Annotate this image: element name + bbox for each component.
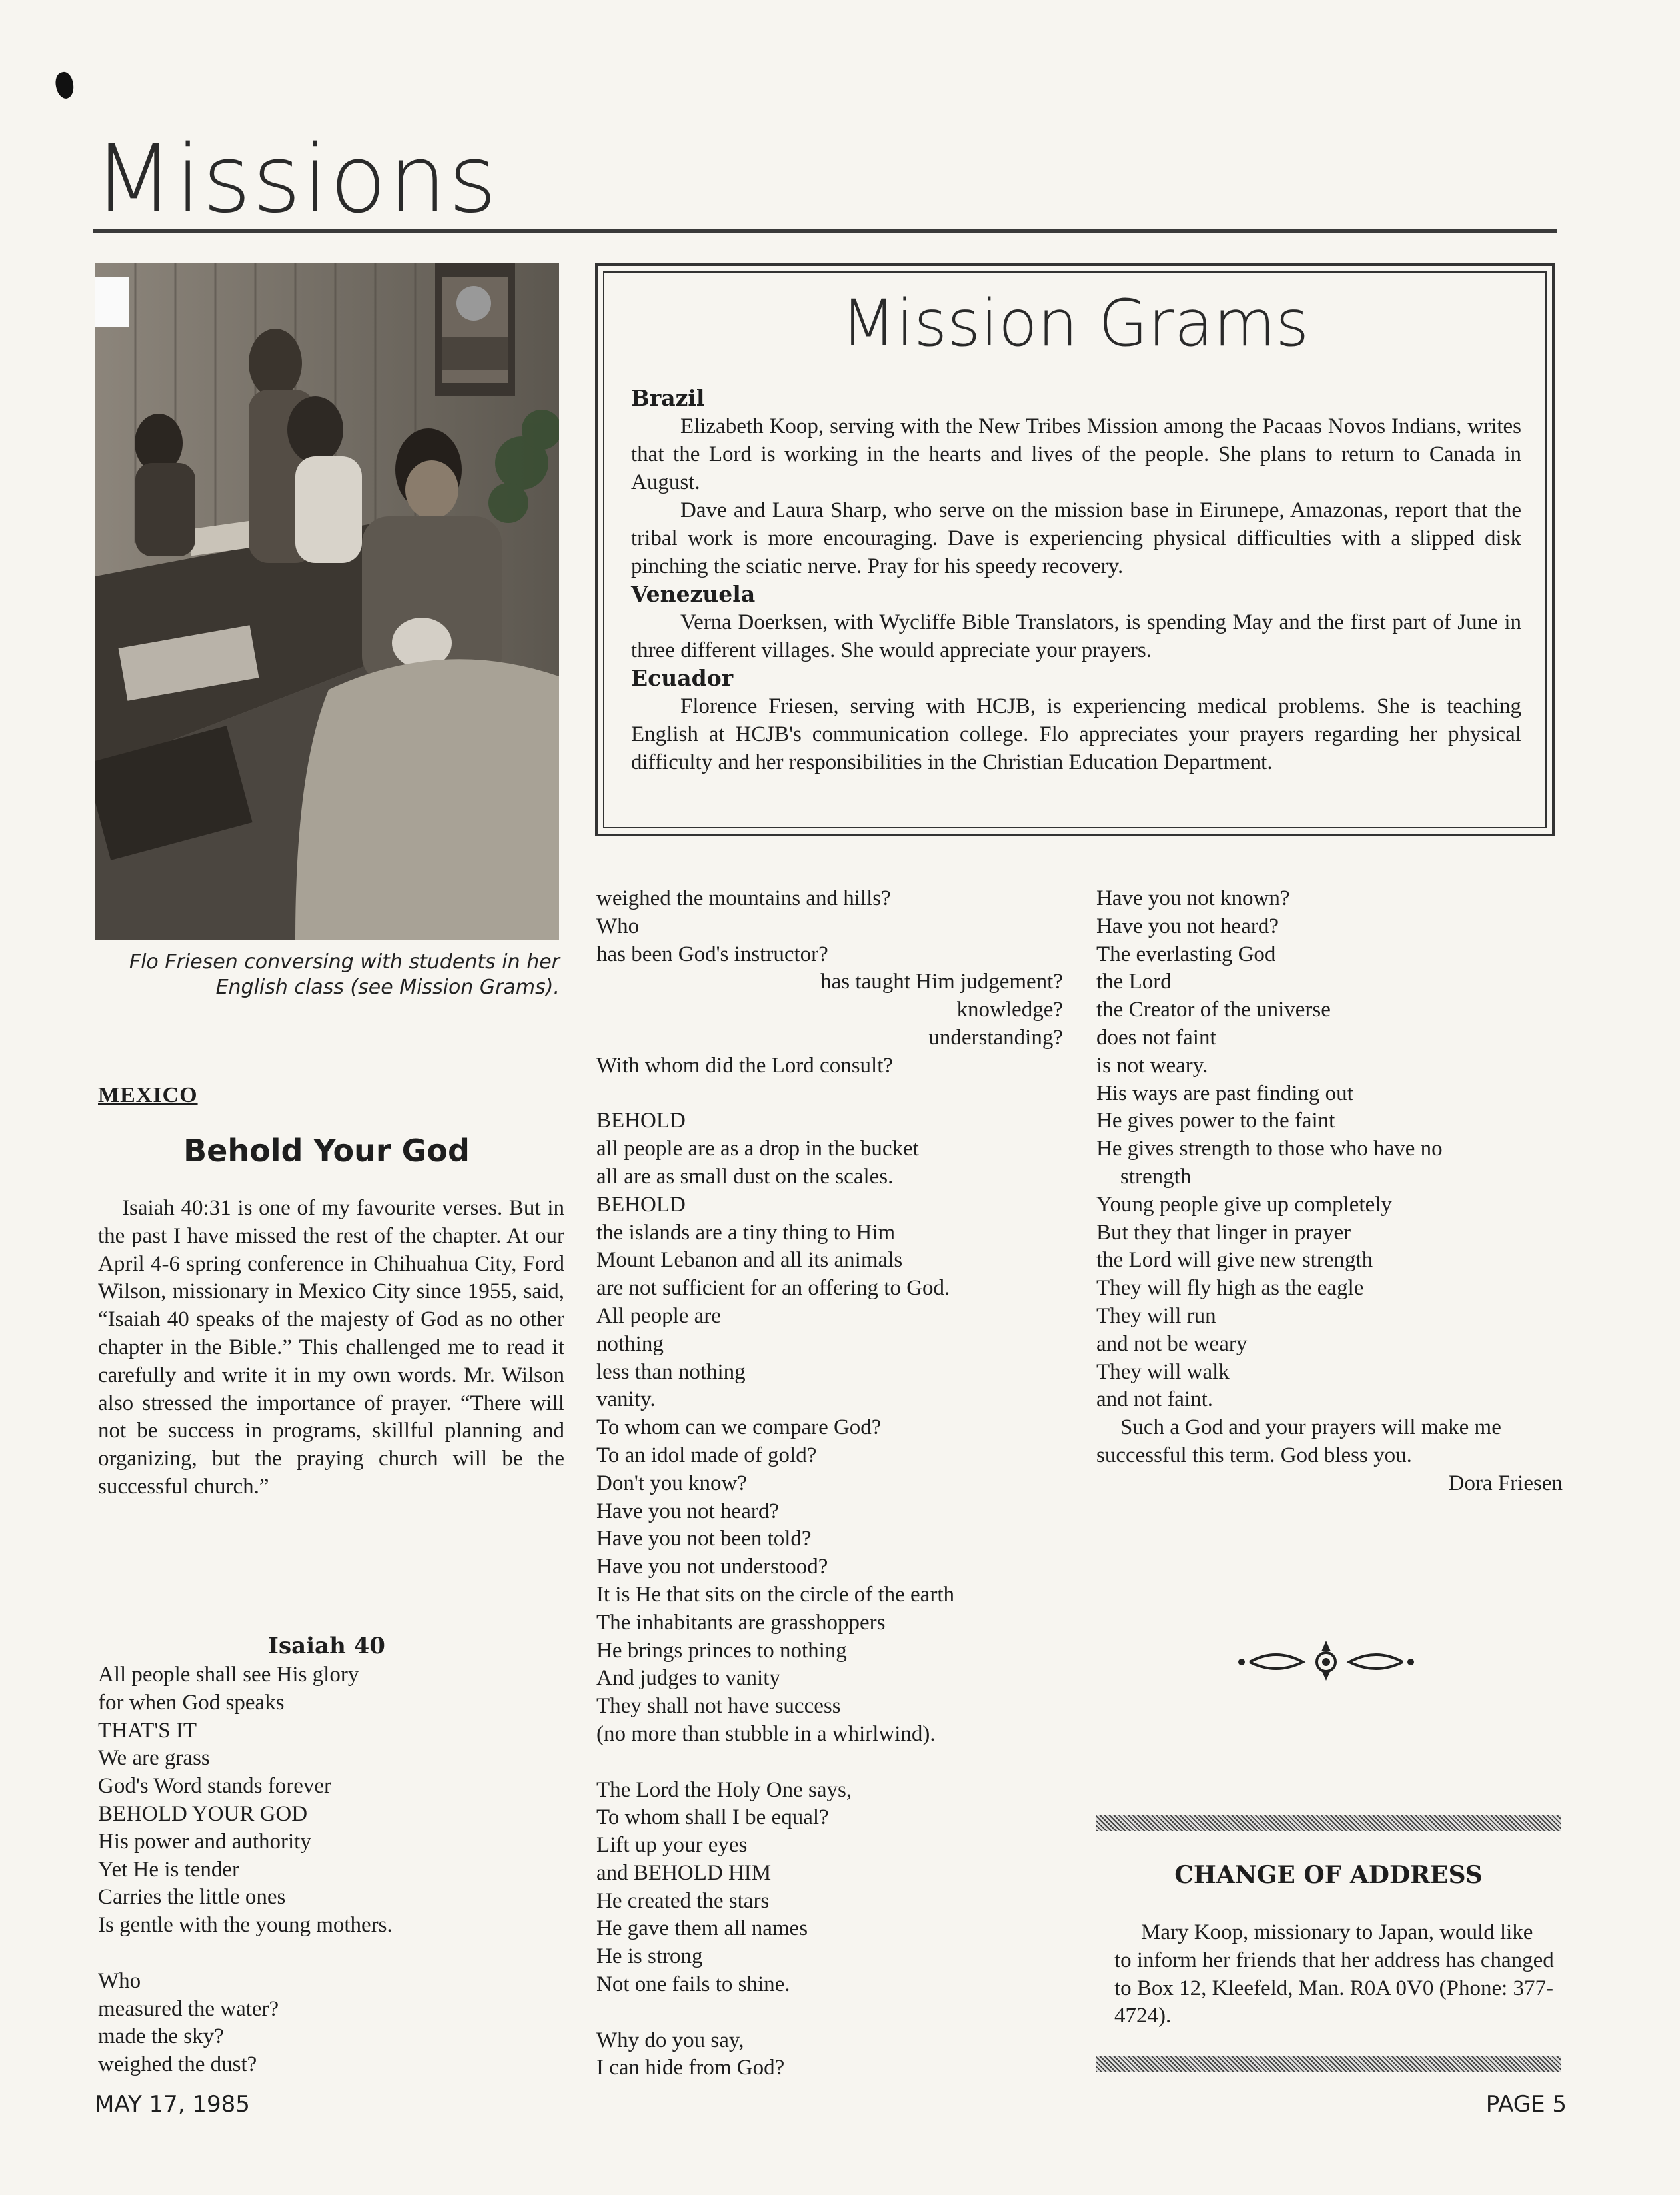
poem-line: To an idol made of gold? bbox=[596, 1443, 817, 1467]
poem-line: All people shall see His glory bbox=[98, 1663, 359, 1687]
poem-line: THAT'S IT bbox=[98, 1718, 197, 1743]
brazil-paragraph-1: Elizabeth Koop, serving with the New Tribes Mission among the Pacaas Novos Indians, writes that the Lord is working in the hearts and lives of the people. She plans to return to Canada in August. bbox=[631, 414, 1521, 494]
poem-line: is not weary. bbox=[1096, 1053, 1208, 1078]
article-headline: Behold Your God bbox=[183, 1133, 470, 1169]
poem-line: Don't you know? bbox=[596, 1471, 747, 1495]
mission-grams-box bbox=[595, 263, 1555, 836]
poem-line: They will run bbox=[1096, 1303, 1216, 1328]
poem-line: Lift up your eyes bbox=[596, 1833, 748, 1858]
region-venezuela: Venezuela bbox=[631, 581, 756, 607]
article-body bbox=[98, 1195, 564, 1501]
poem-line: His power and authority bbox=[98, 1829, 311, 1854]
poem-line: But they that linger in prayer bbox=[1096, 1220, 1351, 1245]
poem-line: His ways are past finding out bbox=[1096, 1081, 1353, 1105]
poem-line bbox=[596, 1749, 1063, 1777]
poem-line: the Lord will give new strength bbox=[1096, 1248, 1373, 1273]
poem-column-3 bbox=[1096, 885, 1563, 1498]
poem-closing: Such a God and your prayers will make me successful this term. God bless you. bbox=[1096, 1415, 1501, 1467]
poem-line: the Lord bbox=[1096, 970, 1172, 994]
poem-line: Is gentle with the young mothers. bbox=[98, 1913, 393, 1938]
poem-line: They will walk bbox=[1096, 1359, 1230, 1384]
photo-caption: Flo Friesen conversing with students in her English class (see Mission Grams). bbox=[129, 950, 560, 999]
footer-date: MAY 17, 1985 bbox=[95, 2091, 250, 2118]
poem-line: and BEHOLD HIM bbox=[596, 1860, 772, 1885]
mission-grams-title: Mission Grams bbox=[840, 286, 1309, 361]
poem-line: Mount Lebanon and all its animals bbox=[596, 1248, 903, 1273]
poem-line: Yet He is tender bbox=[98, 1857, 240, 1882]
coa-bottom-rule bbox=[1096, 2056, 1561, 2072]
poem-line: the Creator of the universe bbox=[1096, 998, 1331, 1022]
poem-line: BEHOLD bbox=[596, 1192, 686, 1217]
poem-line: and not be weary bbox=[1096, 1331, 1248, 1356]
poem-line: He created the stars bbox=[596, 1888, 770, 1913]
article-paragraph: Isaiah 40:31 is one of my favourite verses. But in the past I have missed the rest of the chapter. At our April 4-6 spring conference in Chihuahua City, Ford Wilson, missionary in Mexico City since 1955, said, “Isaiah 40 speaks of the majesty of God as no other chapter in the Bible.” This challenged me to read it carefully and write it in my own words. Mr. Wilson also stressed the importance of prayer. “There will not be success in programs, skillful planning and organizing, but the praying church will be the successful church.” bbox=[98, 1196, 564, 1499]
poem-line: made the sky? bbox=[98, 2024, 224, 2049]
poem-line: God's Word stands forever bbox=[98, 1774, 332, 1799]
mission-grams-body bbox=[631, 384, 1521, 776]
poem-line: To whom can we compare God? bbox=[596, 1415, 882, 1440]
poem-line: With whom did the Lord consult? bbox=[596, 1053, 894, 1078]
poem-line: Young people give up completely bbox=[1096, 1192, 1392, 1217]
poem-line: The inhabitants are grasshoppers bbox=[596, 1610, 886, 1635]
poem-line: understanding? bbox=[928, 1025, 1063, 1050]
poem-signature: Dora Friesen bbox=[1448, 1471, 1563, 1495]
poem-line: and not faint. bbox=[1096, 1387, 1214, 1412]
poem-line: All people are bbox=[596, 1303, 721, 1328]
poem-line: BEHOLD bbox=[596, 1109, 686, 1133]
poem-column-2-right bbox=[596, 968, 1063, 1052]
poem-line: all people are as a drop in the bucket bbox=[596, 1137, 919, 1161]
poem-line: has been God's instructor? bbox=[596, 942, 828, 966]
poem-line bbox=[98, 1940, 393, 1968]
venezuela-paragraph: Verna Doerksen, with Wycliffe Bible Translators, is spending May and the first part of June in three different villages. She would appreciate your prayers. bbox=[631, 610, 1521, 662]
poem-line: for when God speaks bbox=[98, 1690, 285, 1715]
poem-line: does not faint bbox=[1096, 1025, 1216, 1050]
poem-line: vanity. bbox=[596, 1387, 656, 1412]
poem-line: (no more than stubble in a whirlwind). bbox=[596, 1721, 936, 1746]
article-kicker: MEXICO bbox=[98, 1083, 198, 1107]
ornament-icon bbox=[1236, 1641, 1416, 1681]
region-ecuador: Ecuador bbox=[631, 665, 734, 691]
poem-line: To whom shall I be equal? bbox=[596, 1805, 829, 1830]
poem-line: Carries the little ones bbox=[98, 1885, 286, 1910]
page-corner-mark bbox=[53, 71, 76, 101]
poem-line: Have you not heard? bbox=[596, 1499, 779, 1523]
coa-top-rule bbox=[1096, 1815, 1561, 1831]
poem-line: He gives power to the faint bbox=[1096, 1109, 1335, 1133]
poem-line bbox=[596, 1080, 1063, 1108]
poem-line: He gave them all names bbox=[596, 1916, 808, 1941]
region-brazil: Brazil bbox=[631, 385, 705, 411]
section-title: Missions bbox=[93, 125, 498, 234]
poem-line: are not sufficient for an offering to God. bbox=[596, 1276, 950, 1301]
poem-line: Have you not understood? bbox=[596, 1555, 828, 1579]
change-of-address-body bbox=[1114, 1919, 1554, 2030]
poem-line: I can hide from God? bbox=[596, 2056, 785, 2080]
poem-line bbox=[596, 1999, 1063, 2027]
classroom-photo bbox=[95, 263, 559, 940]
poem-line: It is He that sits on the circle of the earth bbox=[596, 1582, 954, 1607]
poem-line: strength bbox=[1120, 1164, 1192, 1189]
title-rule bbox=[93, 229, 1557, 233]
poem-line: BEHOLD YOUR GOD bbox=[98, 1801, 308, 1826]
poem-line: He gives strength to those who have no bbox=[1096, 1137, 1443, 1161]
poem-line: Have you not been told? bbox=[596, 1527, 812, 1551]
brazil-paragraph-2: Dave and Laura Sharp, who serve on the mission base in Eirunepe, Amazonas, report that the tribal work is more encouraging. Dave is experiencing physical difficulties with a slipped disk pinching the sciatic nerve. Pray for his speedy recovery. bbox=[631, 498, 1521, 578]
poem-line: knowledge? bbox=[956, 998, 1063, 1022]
poem-line: Not one fails to shine. bbox=[596, 1972, 790, 1997]
poem-column-2 bbox=[596, 885, 1063, 2082]
footer-page: PAGE 5 bbox=[1485, 2091, 1567, 2118]
poem-line: Have you not known? bbox=[1096, 886, 1290, 910]
poem-line: He brings princes to nothing bbox=[596, 1638, 847, 1663]
poem-line: The Lord the Holy One says, bbox=[596, 1777, 852, 1802]
poem-line: the islands are a tiny thing to Him bbox=[596, 1220, 896, 1245]
poem-line: has taught Him judgement? bbox=[820, 970, 1063, 994]
poem-line: The everlasting God bbox=[1096, 942, 1276, 966]
poem-line: weighed the mountains and hills? bbox=[596, 886, 891, 910]
poem-line: They will fly high as the eagle bbox=[1096, 1276, 1364, 1301]
change-of-address-title: CHANGE OF ADDRESS bbox=[1174, 1861, 1483, 1889]
poem-column-2-top bbox=[596, 885, 1063, 968]
poem-line: weighed the dust? bbox=[98, 2052, 257, 2077]
poem-column-1 bbox=[98, 1661, 393, 2079]
poem-line: Have you not heard? bbox=[1096, 914, 1279, 938]
change-of-address-paragraph: Mary Koop, missionary to Japan, would like to inform her friends that her address has changed to Box 12, Kleefeld, Man. R0A 0V0 (Phone: 377-4724). bbox=[1114, 1920, 1554, 2028]
poem-column-2-rest bbox=[596, 1052, 1063, 2082]
poem-line: Who bbox=[596, 914, 640, 938]
poem-line: We are grass bbox=[98, 1746, 210, 1771]
poem-line: less than nothing bbox=[596, 1359, 746, 1384]
poem-title: Isaiah 40 bbox=[268, 1633, 385, 1659]
ecuador-paragraph: Florence Friesen, serving with HCJB, is experiencing medical problems. She is teaching English at HCJB's communication college. Flo appreciates your prayers regarding her physical difficulty and her responsibilities in the Christian Education Department. bbox=[631, 694, 1521, 774]
poem-line: Why do you say, bbox=[596, 2028, 744, 2052]
poem-line: nothing bbox=[596, 1331, 664, 1356]
poem-line: And judges to vanity bbox=[596, 1666, 780, 1691]
poem-line: Who bbox=[98, 1968, 141, 1993]
poem-line: all are as small dust on the scales. bbox=[596, 1164, 894, 1189]
poem-column-3-lines bbox=[1096, 885, 1563, 1414]
poem-line: They shall not have success bbox=[596, 1694, 841, 1719]
poem-line: He is strong bbox=[596, 1944, 703, 1969]
poem-line: measured the water? bbox=[98, 1996, 279, 2021]
